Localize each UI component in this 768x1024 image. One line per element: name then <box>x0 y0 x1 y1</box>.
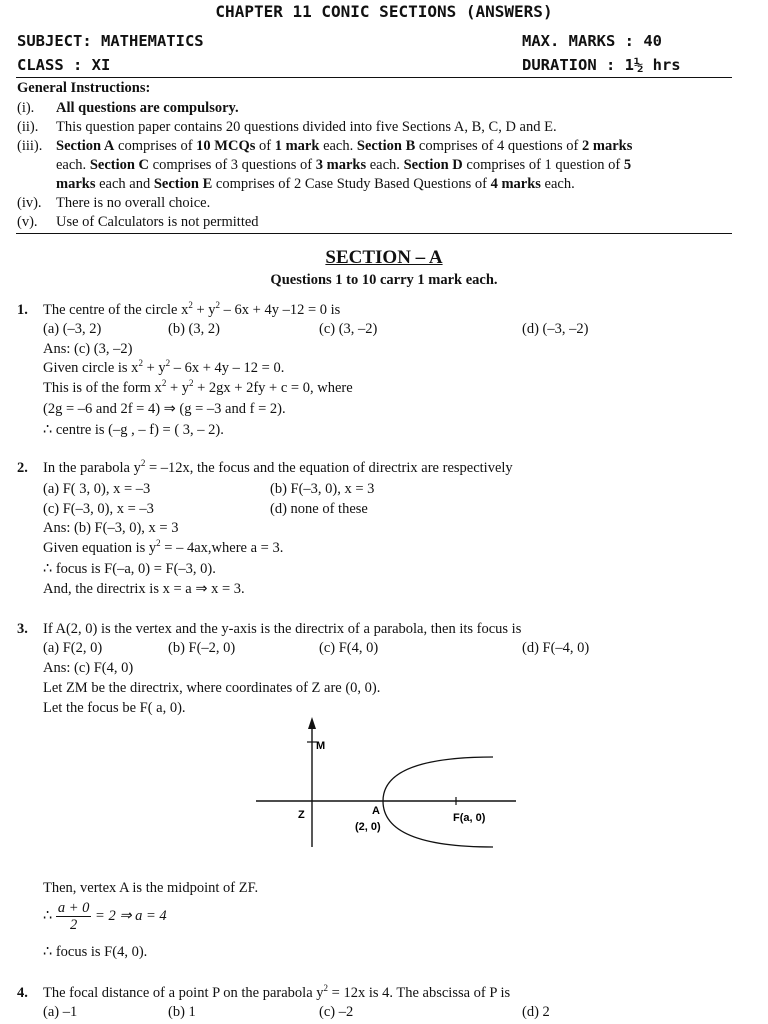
parabola-diagram <box>250 712 530 862</box>
instruction-number: (iv). <box>17 195 42 211</box>
solution-line: And, the directrix is x = a ⇒ x = 3. <box>43 581 245 597</box>
parabola-curve <box>383 757 493 847</box>
question-number: 3. <box>17 621 28 637</box>
question-text: The centre of the circle $x^2 + y^2 - 6x + 4y$ –12 = 0 is <box>43 300 341 318</box>
solution-line: ∴ focus is F(4, 0). <box>43 944 148 960</box>
question-number: 2. <box>17 460 28 476</box>
option-a: (a) F(2, 0) <box>43 640 103 656</box>
instruction-number: (ii). <box>17 119 39 135</box>
question-text: If A(2, 0) is the vertex and the y-axis is the directrix of a parabola, then its focus is <box>43 621 522 637</box>
question-number: 4. <box>17 985 28 1001</box>
answer: Ans: (c) F(4, 0) <box>43 660 134 676</box>
solution-line: Let the focus be F( a, 0). <box>43 700 186 716</box>
header-divider <box>16 77 732 78</box>
instructions-heading: General Instructions: <box>17 80 151 96</box>
option-a: (a) (–3, 2) <box>43 321 102 337</box>
solution-line: Given circle is $x^2 + y^2 - 6x + 4y - 12 = 0$. <box>43 358 285 376</box>
label-a-coord: (2, 0) <box>355 821 381 833</box>
answer: Ans: (c) (3, –2) <box>43 341 133 357</box>
question-text: The focal distance of a point P on the parabola $y^2 = 12x$ is 4. The abscissa of P is <box>43 983 511 1001</box>
label-focus: F(a, 0) <box>453 812 486 824</box>
option-c: (c) F(–3, 0), x = –3 <box>43 501 154 517</box>
instruction-text-line3: marks each and Section E comprises of 2 Case Study Based Questions of 4 marks each. <box>56 176 575 192</box>
solution-line: Let ZM be the directrix, where coordinates of Z are (0, 0). <box>43 680 381 696</box>
solution-line: ∴ centre is (–g , – f) = ( 3, – 2). <box>43 422 224 438</box>
instruction-text-line1: Section A comprises of 10 MCQs of 1 mark each. Section B comprises of 4 questions of 2 marks <box>56 138 633 154</box>
option-d: (d) (–3, –2) <box>522 321 589 337</box>
instruction-text: Use of Calculators is not permitted <box>56 214 259 230</box>
answer: Ans: (b) F(–3, 0), x = 3 <box>43 520 179 536</box>
fraction-line: ∴ $\frac{a + 0}{2}$ = 2 ⇒ a = 4 <box>43 900 167 933</box>
solution-line: This is of the form $x^2 + y^2 + 2gx + 2fy + c = 0$, where <box>43 378 353 396</box>
option-d: (d) F(–4, 0) <box>522 640 590 656</box>
label-z: Z <box>298 809 305 821</box>
solution-line: ∴ focus is F(–a, 0) = F(–3, 0). <box>43 561 216 577</box>
label-m: M <box>316 740 326 752</box>
page-title: CHAPTER 11 CONIC SECTIONS (ANSWERS) <box>215 2 553 21</box>
option-d: (d) none of these <box>270 501 368 517</box>
option-c: (c) F(4, 0) <box>319 640 379 656</box>
instruction-text: There is no overall choice. <box>56 195 211 211</box>
option-a: (a) –1 <box>43 1004 78 1020</box>
instruction-text: All questions are compulsory. <box>56 100 239 116</box>
option-b: (b) F(–2, 0) <box>168 640 236 656</box>
section-subtitle: Questions 1 to 10 carry 1 mark each. <box>270 272 498 288</box>
instruction-number: (iii). <box>17 138 43 154</box>
option-c: (c) –2 <box>319 1004 354 1020</box>
option-b: (b) 1 <box>168 1004 196 1020</box>
question-text: In the parabola $y^2 = -12x$, the focus and the equation of directrix are respectively <box>43 458 513 476</box>
solution-line: Given equation is $y^2$ = – 4ax,where a = 3. <box>43 538 284 556</box>
instruction-text-line2: each. Section C comprises of 3 questions of 3 marks each. Section D comprises of 1 question of 5 <box>56 157 632 173</box>
instruction-number: (v). <box>17 214 38 230</box>
section-title: SECTION – A <box>325 247 443 268</box>
question-number: 1. <box>17 302 28 318</box>
option-b: (b) (3, 2) <box>168 321 220 337</box>
fraction: $\frac{a + 0}{2}$ <box>57 900 90 933</box>
instructions-divider <box>16 233 732 234</box>
class-label: CLASS : XI <box>17 56 111 74</box>
instruction-number: (i). <box>17 100 35 116</box>
subject-label: SUBJECT: MATHEMATICS <box>17 32 204 50</box>
option-c: (c) (3, –2) <box>319 321 378 337</box>
max-marks-label: MAX. MARKS : 40 <box>522 32 662 50</box>
duration-label: DURATION : 1½ hrs <box>522 56 681 74</box>
instruction-text: This question paper contains 20 questions divided into five Sections A, B, C, D and E. <box>56 119 557 135</box>
solution-line: Then, vertex A is the midpoint of ZF. <box>43 880 259 896</box>
solution-line: (2g = –6 and 2f = 4) ⇒ (g = –3 and f = 2). <box>43 401 286 417</box>
label-a: A <box>372 805 380 817</box>
arrow-up-icon <box>308 717 316 729</box>
option-d: (d) 2 <box>522 1004 550 1020</box>
option-b: (b) F(–3, 0), x = 3 <box>270 481 375 497</box>
option-a: (a) F( 3, 0), x = –3 <box>43 481 151 497</box>
